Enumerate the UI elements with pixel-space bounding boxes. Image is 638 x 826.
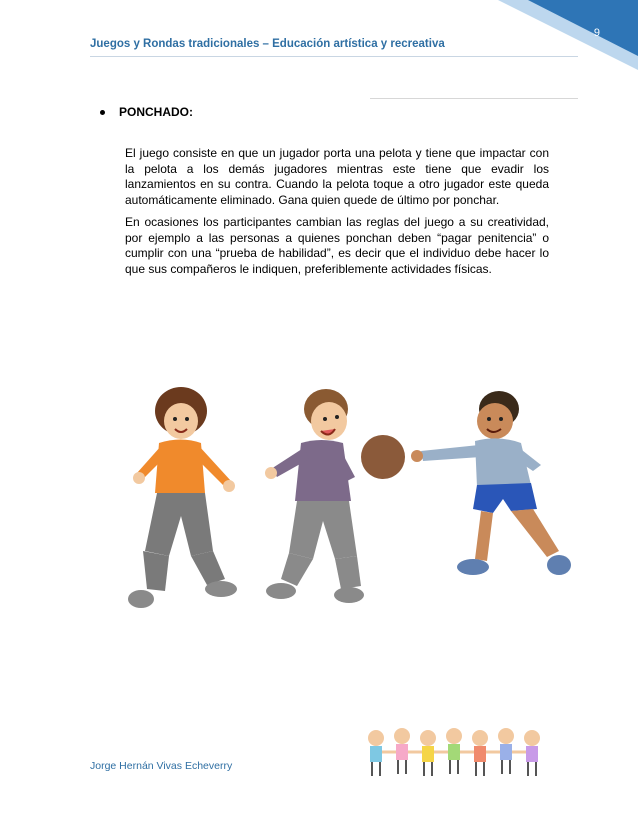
page-number: 9 (593, 27, 600, 39)
children-playing-ball-illustration (121, 381, 576, 617)
kid-orange-shirt (128, 387, 237, 608)
paragraph: En ocasiones los participantes cambian las reglas del juego a su creatividad, por ejemplo a las personas a quienes ponchan deben “pagar penitencia” o cumplir con una “prueba de habilidad”, es decir que el individuo debe hacer lo que sus compañeros le indiquen, preferiblemente actividades físicas. (125, 215, 549, 276)
page-corner-decoration (498, 0, 638, 70)
section-heading (100, 105, 193, 119)
kid-blue-shirt (411, 391, 571, 575)
paragraph: El juego consiste en que un jugador porta una pelota y tiene que impactar con la pelota a los demás jugadores mientras este tiene que evadir los lanzamientos en su contra. Cuando la pelota toque a otro jugador este queda automáticamente eliminado. Gana quien quede de último por ponchar. (125, 146, 549, 207)
header-divider (90, 56, 578, 57)
bullet-icon (100, 110, 105, 115)
section-title: PONCHADO: (119, 105, 193, 119)
footer-author: Jorge Hernán Vivas Echeverry (90, 760, 233, 772)
children-holding-hands-illustration (362, 724, 557, 782)
kid-gray-shirt (265, 389, 364, 603)
header-title: Juegos y Rondas tradicionales – Educación artística y recreativa (90, 38, 445, 50)
section-divider (370, 98, 578, 99)
ball (361, 435, 405, 479)
